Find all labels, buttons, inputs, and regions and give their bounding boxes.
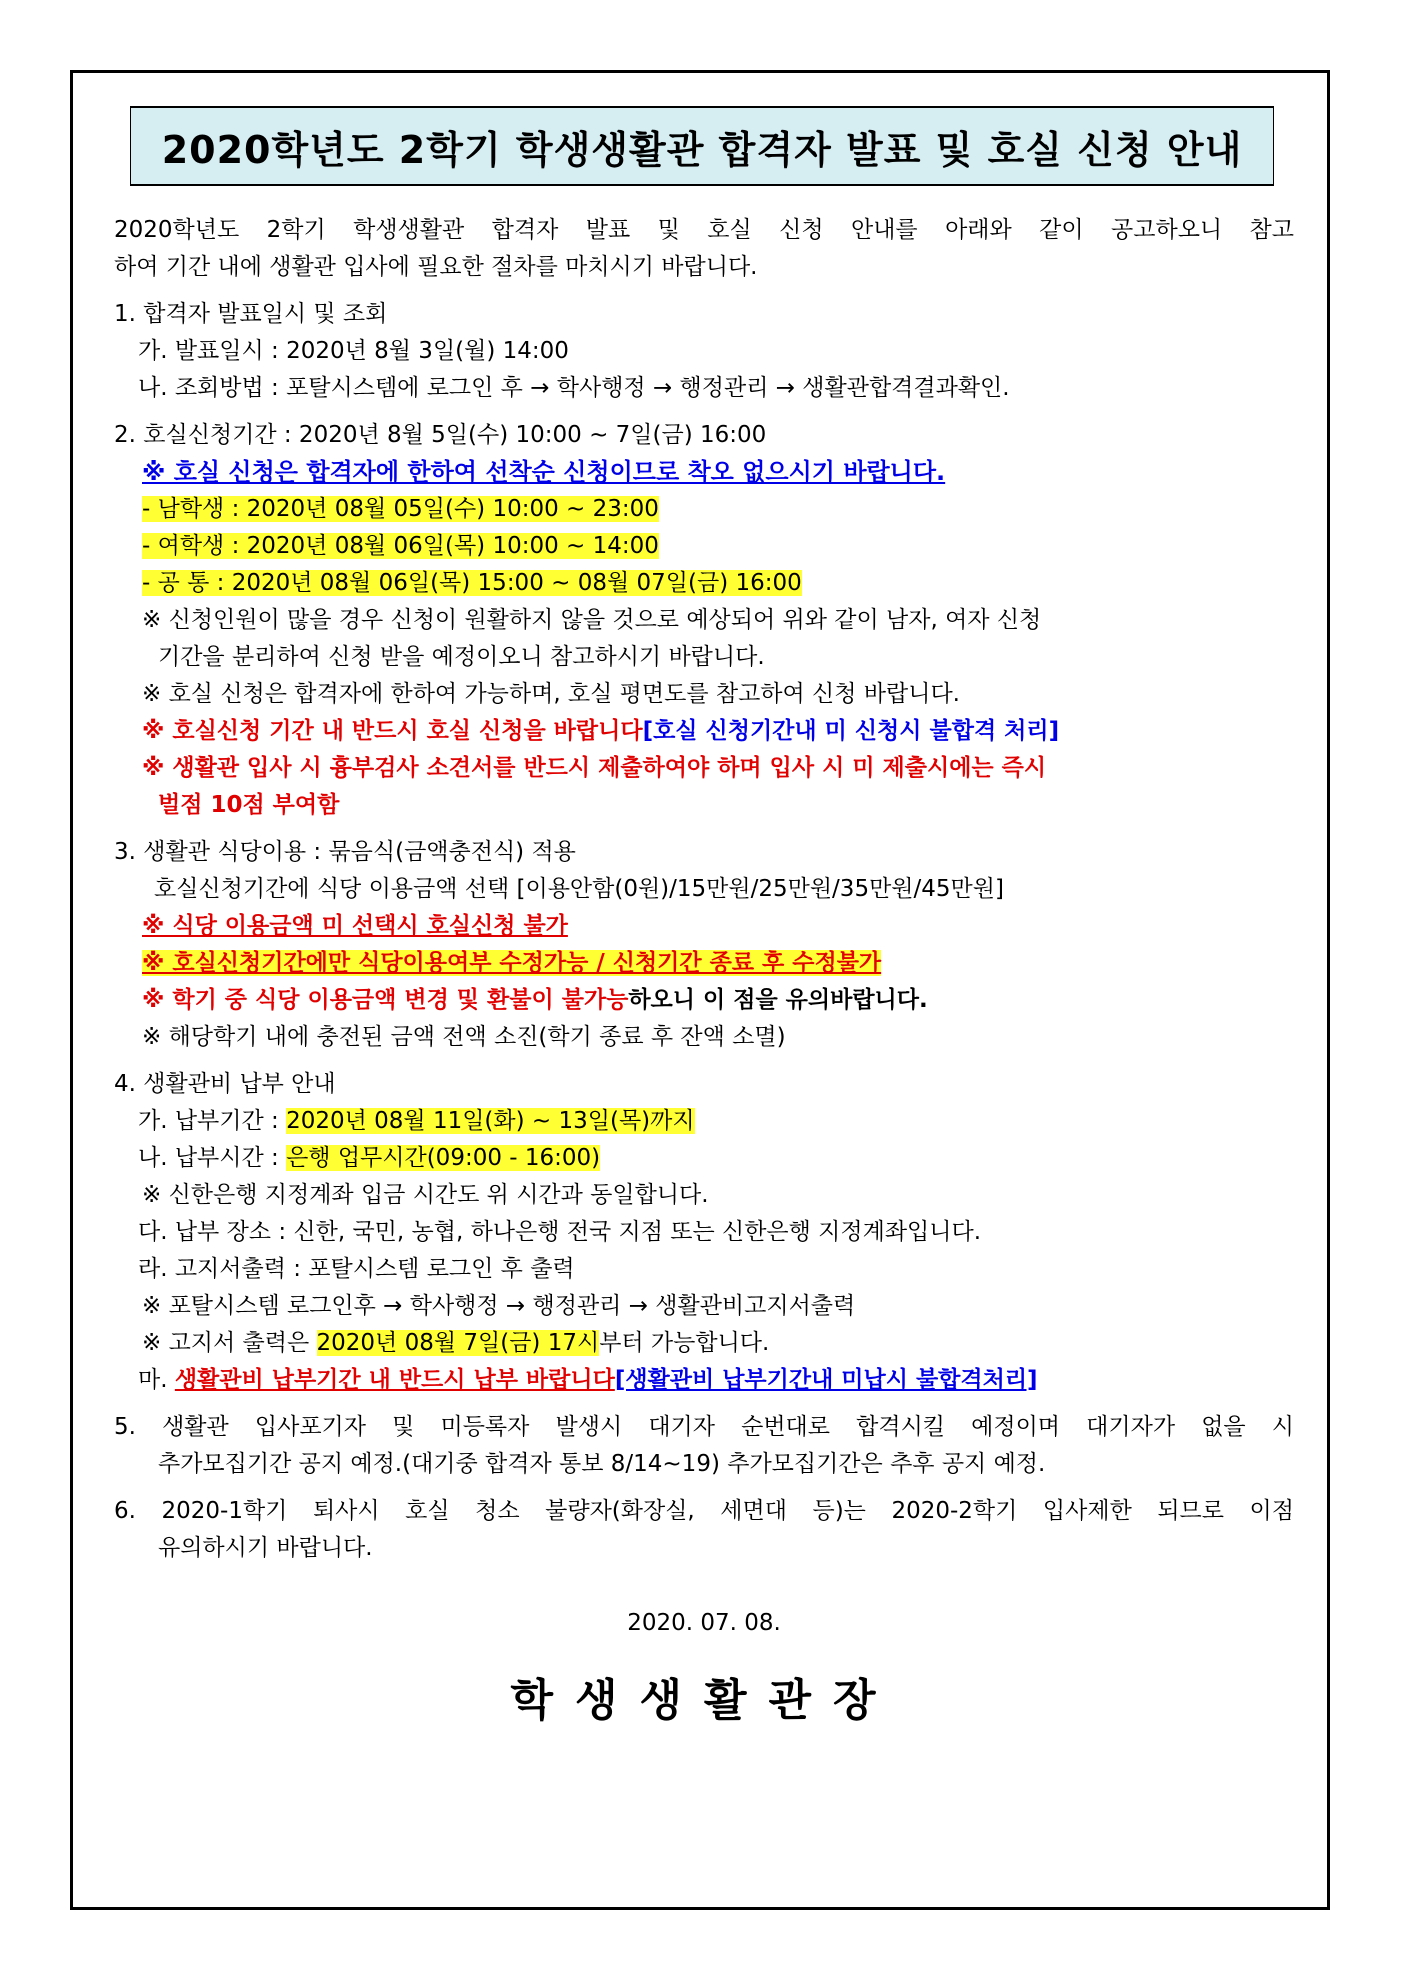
section6-line1: 6. 2020-1학기 퇴사시 호실 청소 불량자(화장실, 세면대 등)는 2020-2학기 입사제한 되므로 이점 <box>114 1498 1294 1524</box>
section2-warn2-line1: ※ 생활관 입사 시 흉부검사 소견서를 반드시 제출하여야 하며 입사 시 미 제출시에는 즉시 <box>142 755 1047 781</box>
title-banner <box>130 106 1274 186</box>
section3-warn1: ※ 식당 이용금액 미 선택시 호실신청 불가 <box>142 913 568 939</box>
section2-warn1-blue: [호실 신청기간내 미 신청시 불합격 처리] <box>642 718 1060 744</box>
intro-line-1: 2020학년도 2학기 학생생활관 합격자 발표 및 호실 신청 안내를 아래와 같이 공고하오니 참고 <box>114 217 1294 243</box>
intro-line-2: 하여 기간 내에 생활관 입사에 필요한 절차를 마치시기 바랍니다. <box>114 254 758 280</box>
section1-announce-date: 가. 발표일시 : 2020년 8월 3일(월) 14:00 <box>138 338 569 364</box>
section4-bill-print: 라. 고지서출력 : 포탈시스템 로그인 후 출력 <box>138 1256 575 1282</box>
section4-payment-place: 다. 납부 장소 : 신한, 국민, 농협, 하나은행 전국 지점 또는 신한은행 지정계좌입니다. <box>138 1219 982 1245</box>
section4-print-date: 2020년 08월 7일(금) 17시 <box>316 1330 600 1356</box>
section3-meal-options: 호실신청기간에 식당 이용금액 선택 [이용안함(0원)/15만원/25만원/35만원/45만원] <box>154 876 1004 902</box>
section4-portal-path: ※ 포탈시스템 로그인후 → 학사행정 → 행정관리 → 생활관비고지서출력 <box>142 1293 856 1319</box>
section2-note1-line1: ※ 신청인원이 많을 경우 신청이 원활하지 않을 것으로 예상되어 위와 같이 남자, 여자 신청 <box>142 607 1042 633</box>
section4-bank-note: ※ 신한은행 지정계좌 입금 시간도 위 시간과 동일합니다. <box>142 1182 709 1208</box>
section4-heading: 4. 생활관비 납부 안내 <box>114 1071 336 1097</box>
section2-warn1-red: ※ 호실신청 기간 내 반드시 호실 신청을 바랍니다 <box>142 718 643 744</box>
notice-body <box>114 212 1294 1731</box>
notice-date: 2020. 07. 08. <box>627 1610 781 1636</box>
section4-print-note-pre: ※ 고지서 출력은 <box>142 1330 317 1356</box>
section2-warn2-line2: 벌점 10점 부여함 <box>158 792 340 818</box>
section4-print-note-post: 부터 가능합니다. <box>599 1330 770 1356</box>
section1-lookup-method: 나. 조회방법 : 포탈시스템에 로그인 후 → 학사행정 → 행정관리 → 생활관합격결과확인. <box>138 375 1010 401</box>
section4-time-label: 나. 납부시간 : <box>138 1145 287 1171</box>
section5-line2: 추가모집기간 공지 예정.(대기중 합격자 통보 8/14~19) 추가모집기간은 추후 공지 예정. <box>158 1451 1046 1477</box>
section3-warn2: ※ 호실신청기간에만 식당이용여부 수정가능 / 신청기간 종료 후 수정불가 <box>142 950 882 976</box>
section3-heading: 3. 생활관 식당이용 : 묶음식(금액충전식) 적용 <box>114 839 576 865</box>
section4-e-red: 생활관비 납부기간 내 반드시 납부 바랍니다 <box>174 1367 615 1393</box>
section2-male-period: - 남학생 : 2020년 08월 05일(수) 10:00 ~ 23:00 <box>142 496 659 522</box>
section4-period-value: 2020년 08월 11일(화) ~ 13일(목)까지 <box>286 1108 695 1134</box>
issuer-signature: 학생생활관장 <box>510 1675 898 1726</box>
section2-heading: 2. 호실신청기간 : 2020년 8월 5일(수) 10:00 ~ 7일(금) 16:00 <box>114 422 767 448</box>
section5-line1: 5. 생활관 입사포기자 및 미등록자 발생시 대기자 순번대로 합격시킬 예정이며 대기자가 없을 시 <box>114 1414 1294 1440</box>
section6-line2: 유의하시기 바랍니다. <box>158 1535 373 1561</box>
section3-warn3-red: ※ 학기 중 식당 이용금액 변경 및 환불이 불가능 <box>142 987 629 1013</box>
section3-warn3-black: 하오니 이 점을 유의바랍니다. <box>628 987 928 1013</box>
section1-heading: 1. 합격자 발표일시 및 조회 <box>114 301 388 327</box>
section4-e-label: 마. <box>138 1367 175 1393</box>
section2-note1-line2: 기간을 분리하여 신청 받을 예정이오니 참고하시기 바랍니다. <box>158 644 765 670</box>
section2-first-come-notice: ※ 호실 신청은 합격자에 한하여 선착순 신청이므로 착오 없으시기 바랍니다. <box>142 458 946 486</box>
section4-time-value: 은행 업무시간(09:00 - 16:00) <box>286 1145 601 1171</box>
section2-note2: ※ 호실 신청은 합격자에 한하여 가능하며, 호실 평면도를 참고하여 신청 바랍니다. <box>142 681 960 707</box>
section3-note-balance: ※ 해당학기 내에 충전된 금액 전액 소진(학기 종료 후 잔액 소멸) <box>142 1024 786 1050</box>
section4-period-label: 가. 납부기간 : <box>138 1108 287 1134</box>
section4-e-blue: [생활관비 납부기간내 미납시 불합격처리] <box>614 1367 1038 1393</box>
section2-common-period: - 공 통 : 2020년 08월 06일(목) 15:00 ~ 08월 07일(금) 16:00 <box>142 570 802 596</box>
page-title: 2020학년도 2학기 학생생활관 합격자 발표 및 호실 신청 안내 <box>161 127 1243 172</box>
section2-female-period: - 여학생 : 2020년 08월 06일(목) 10:00 ~ 14:00 <box>142 533 659 559</box>
